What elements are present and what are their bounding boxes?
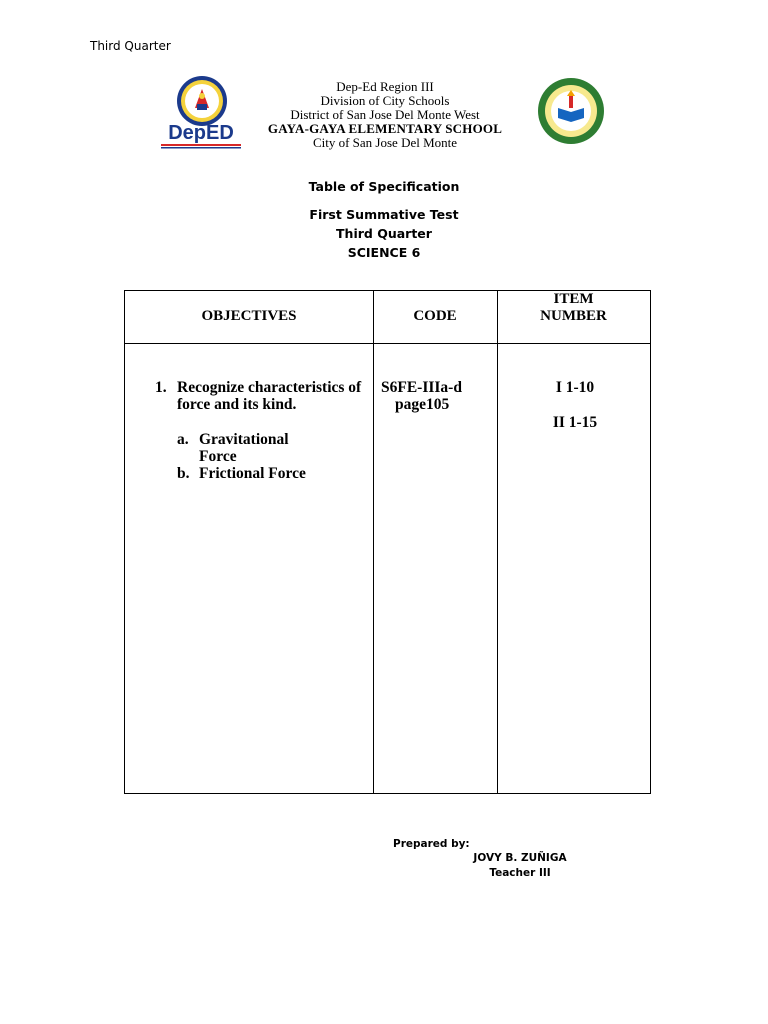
test-name: First Summative Test xyxy=(309,207,459,222)
item-range-test-2: II 1-15 xyxy=(552,414,598,431)
sub-objective-letter: a. xyxy=(177,431,189,448)
teacher-position: Teacher III xyxy=(489,867,551,879)
header-item-number xyxy=(497,291,650,325)
code-cell xyxy=(381,379,491,413)
objective-sublist xyxy=(177,431,370,482)
sub-objective-text: Gravitational Force xyxy=(199,431,289,465)
svg-text:DepED: DepED xyxy=(168,122,234,144)
subject-label: SCIENCE 6 xyxy=(347,245,421,260)
teacher-name: JOVY B. ZUÑIGA xyxy=(473,852,567,864)
school-seal-logo xyxy=(536,76,606,146)
sub-objective xyxy=(177,431,370,465)
specification-table xyxy=(124,290,651,794)
item-range-test-1: I 1-10 xyxy=(555,379,595,396)
objective-item xyxy=(155,379,370,482)
document-title: Table of Specification xyxy=(308,179,460,194)
header-item-line1: ITEM xyxy=(553,291,594,307)
letterhead-city: City of San Jose Del Monte xyxy=(312,135,458,150)
header-code: CODE xyxy=(413,308,457,324)
quarter-label: Third Quarter xyxy=(336,226,432,241)
header-item-line2: NUMBER xyxy=(540,308,607,324)
objective-text: Recognize characteristics of force and its kind. xyxy=(177,379,362,413)
letterhead-school: GAYA-GAYA ELEMENTARY SCHOOL xyxy=(267,121,503,136)
item-number-cell xyxy=(509,379,641,431)
running-head: Third Quarter xyxy=(90,39,171,53)
letterhead-district: District of San Jose Del Monte West xyxy=(290,107,480,122)
sub-objective-letter: b. xyxy=(177,465,190,482)
prepared-by-label: Prepared by: xyxy=(393,838,470,850)
column-divider xyxy=(497,291,498,793)
code-page: page105 xyxy=(395,396,450,413)
objective-number: 1. xyxy=(155,379,167,396)
letterhead xyxy=(250,80,520,150)
code-value: S6FE-IIIa-d xyxy=(381,379,462,396)
sub-objective xyxy=(177,465,370,482)
letterhead-region: Dep-Ed Region III xyxy=(336,79,434,94)
deped-logo xyxy=(158,74,244,152)
letterhead-division: Division of City Schools xyxy=(320,93,450,108)
header-divider xyxy=(125,343,650,344)
header-objectives: OBJECTIVES xyxy=(201,308,297,324)
sub-objective-text: Frictional Force xyxy=(199,465,306,482)
column-divider xyxy=(373,291,374,793)
